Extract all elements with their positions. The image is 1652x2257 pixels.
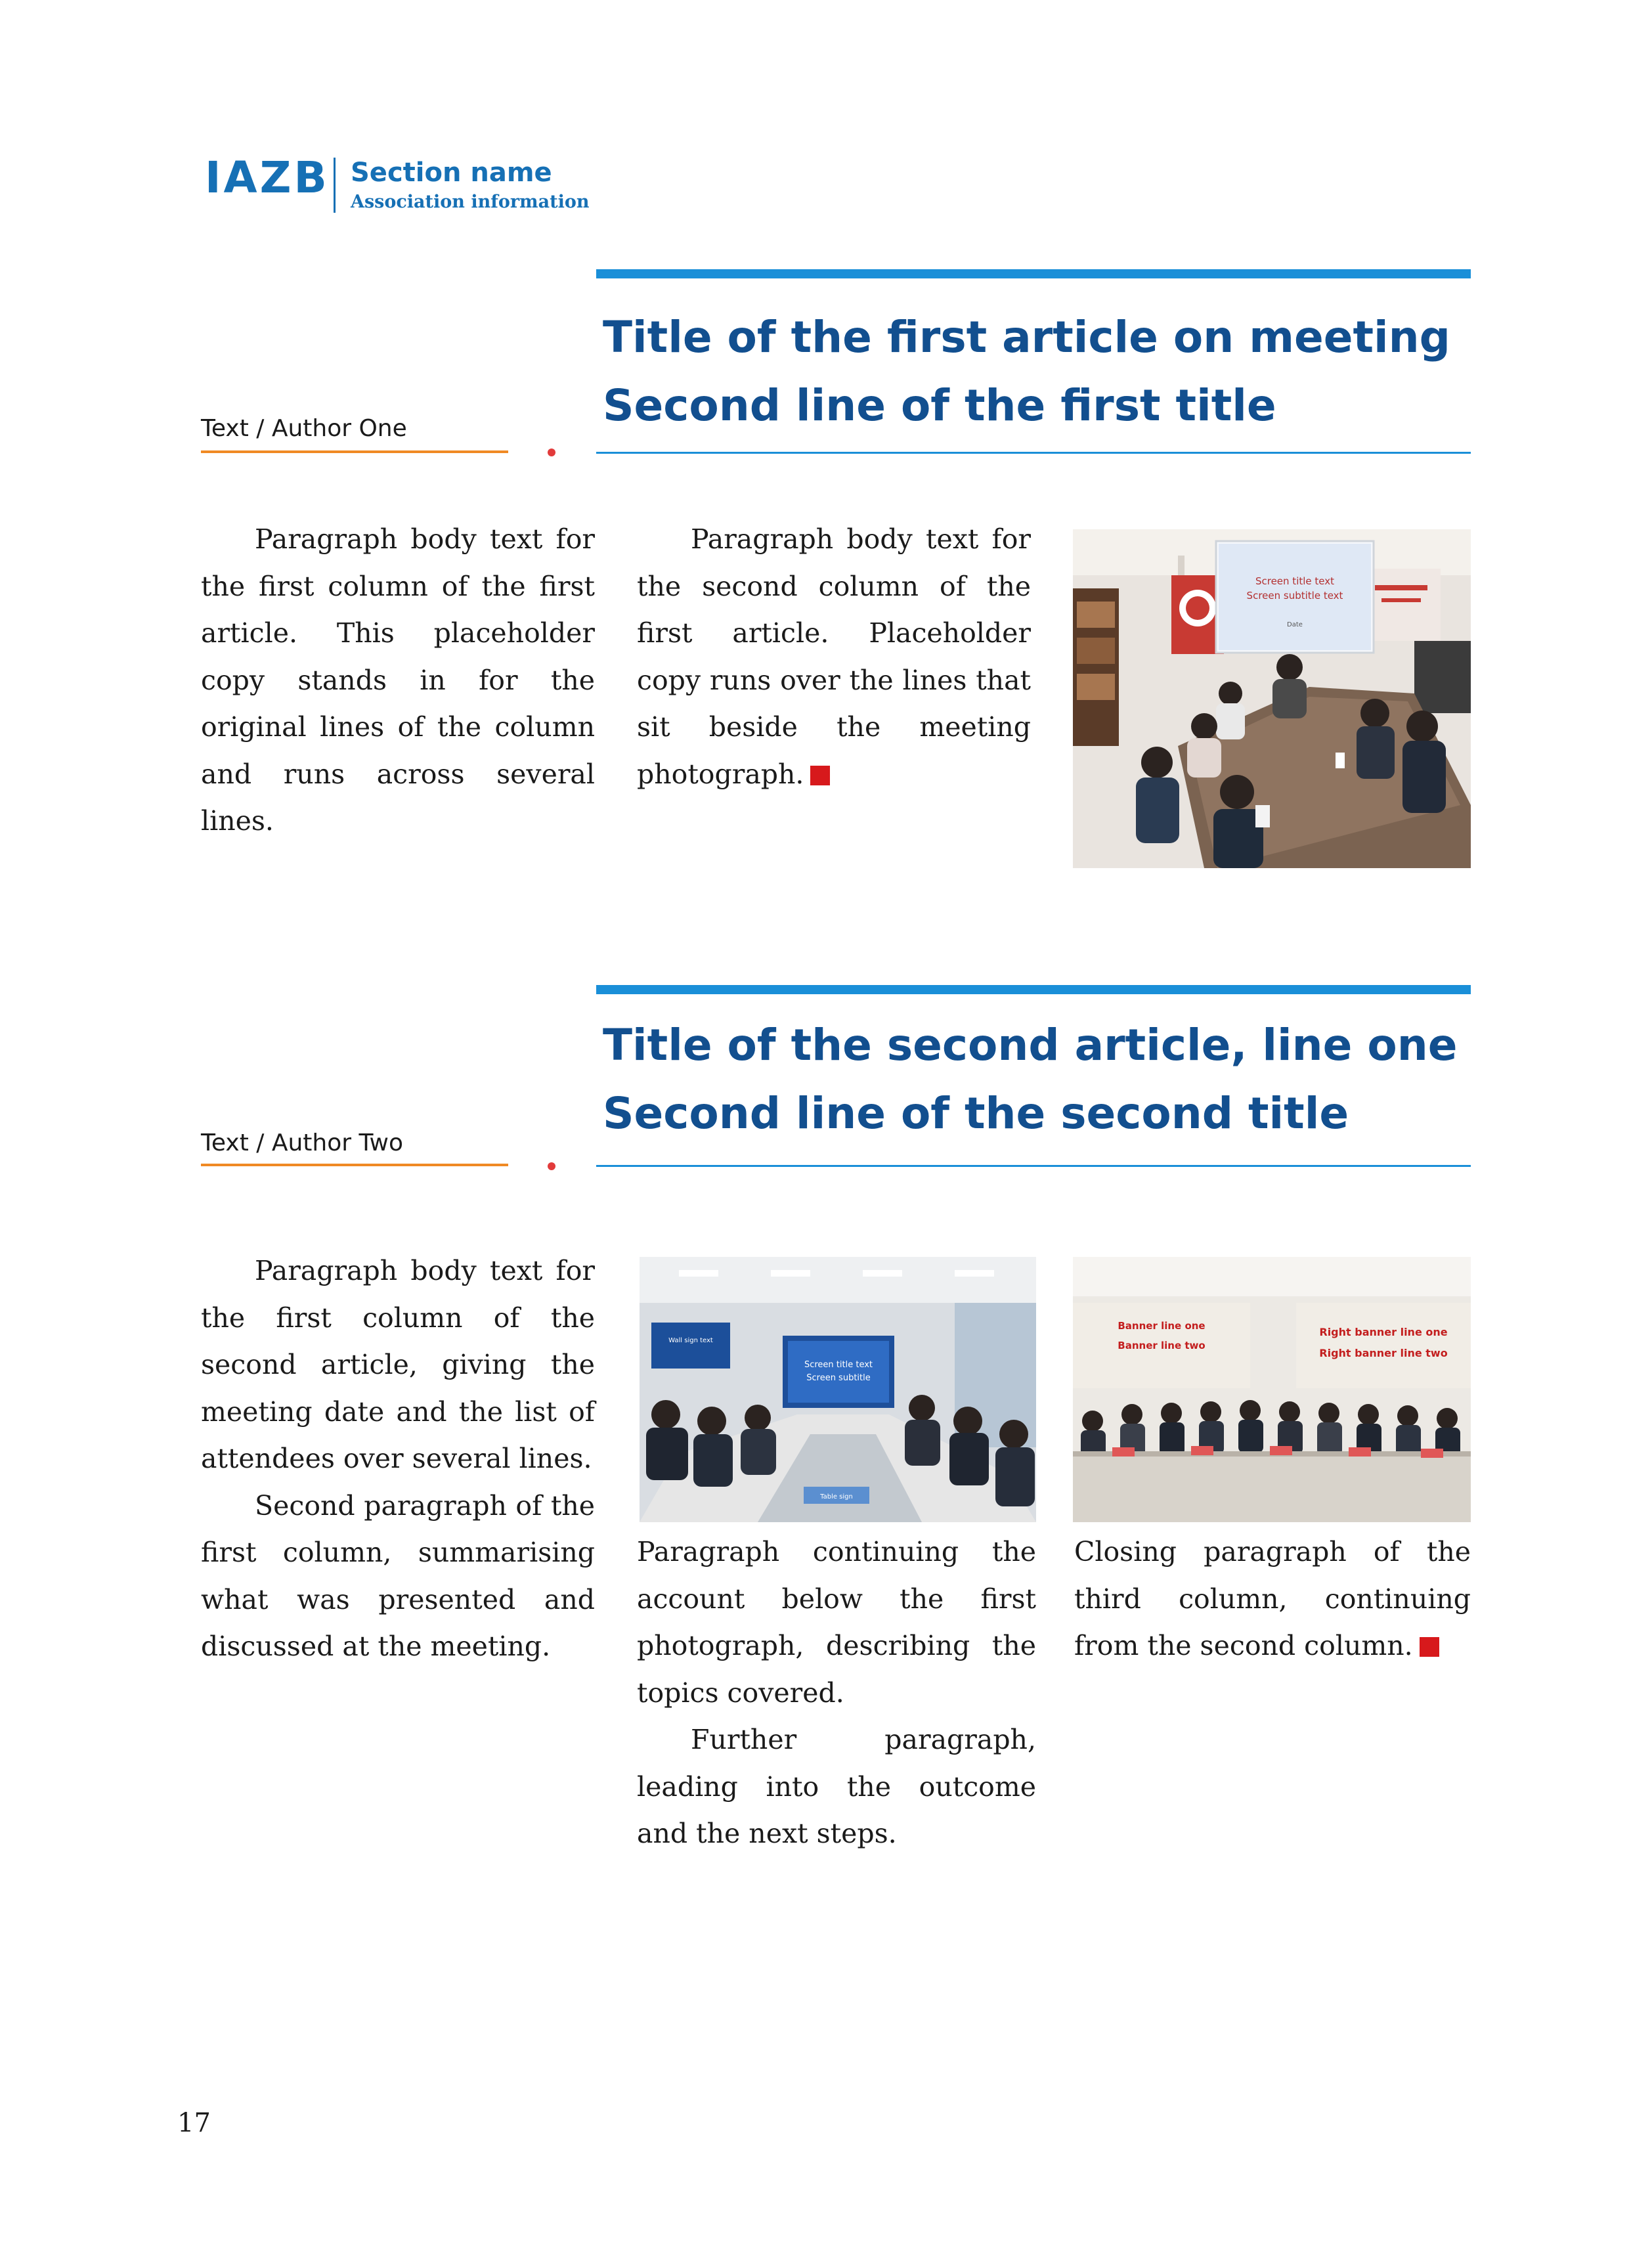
screen2-title-text: Screen title text [804,1360,873,1370]
screen-title-text: Screen title text [1255,575,1335,587]
article1-paragraph-2 [637,516,1031,798]
article2-top-bar [596,985,1471,994]
article1-byline: Text / Author One [201,415,407,442]
article1-title-line1: Title of the first article on meeting [603,312,1450,362]
article2-byline: Text / Author Two [201,1129,403,1156]
article2-byline-underline [201,1164,508,1166]
article2-paragraph-5 [1074,1529,1471,1670]
article2-title-rule [596,1165,1471,1167]
end-of-article-mark [1420,1637,1439,1657]
banner-right-line2: Right banner line two [1319,1347,1448,1359]
article2-paragraph-4: Further paragraph, leading into the outcome and the next steps. [637,1724,1036,1849]
article1-column-2 [637,516,1031,798]
article2-title [603,1011,1469,1148]
article1-top-bar [596,269,1471,278]
article2-paragraph-1: Paragraph body text for the first column of the second article, giving the meeting date and the list of attendees over several lines. [201,1255,595,1474]
article1-title-rule [596,452,1471,454]
section-title-en: Association information [351,192,590,212]
article2-red-dot [548,1162,555,1170]
end-of-article-mark [810,766,830,785]
article2-paragraph-3: Paragraph continuing the account below the first photograph, describing the topics covered. [637,1536,1036,1709]
screen-subtitle-text: Screen subtitle text [1246,590,1343,602]
banner-right-line1: Right banner line one [1319,1326,1448,1338]
article1-red-dot [548,449,555,456]
article2-column-2 [637,1529,1036,1858]
article2-title-line1: Title of the second article, line one [603,1020,1458,1070]
banner-left-line1: Banner line one [1118,1320,1206,1332]
wall-sign-text: Wall sign text [668,1337,713,1344]
article2-column-1 [201,1248,595,1671]
article1-meeting-photo [1073,529,1471,868]
banner-left-line2: Banner line two [1118,1340,1206,1351]
header-divider [334,158,336,213]
section-title-cn: Section name [351,158,552,188]
article2-paragraph-5-text: Closing paragraph of the third column, continuing from the second column. [1074,1536,1471,1661]
article2-meeting-photo-1 [640,1257,1036,1522]
page-number: 17 [177,2108,211,2138]
article2-meeting-photo-2 [1073,1257,1471,1522]
article1-paragraph-2-text: Paragraph body text for the second column of the first article. Placeholder copy runs over the lines that sit beside the meeting photograph. [637,523,1031,790]
iazb-logo: IAZB [205,152,330,203]
article1-column-1 [201,516,595,845]
article2-paragraph-2: Second paragraph of the first column, summarising what was presented and discussed at the meeting. [201,1489,595,1662]
article2-title-line2: Second line of the second title [603,1088,1349,1139]
article1-title [603,303,1469,440]
table-sign-text: Table sign [820,1493,853,1501]
screen-date-text: Date [1287,621,1303,628]
article2-column-3 [1074,1529,1471,1670]
article1-title-line2: Second line of the first title [603,380,1276,431]
article1-byline-underline [201,450,508,453]
screen2-sub-text: Screen subtitle [806,1373,871,1383]
article1-paragraph-1: Paragraph body text for the first column of the first article. This placeholder copy stands in for the original lines of the column and runs across several lines. [201,523,595,837]
